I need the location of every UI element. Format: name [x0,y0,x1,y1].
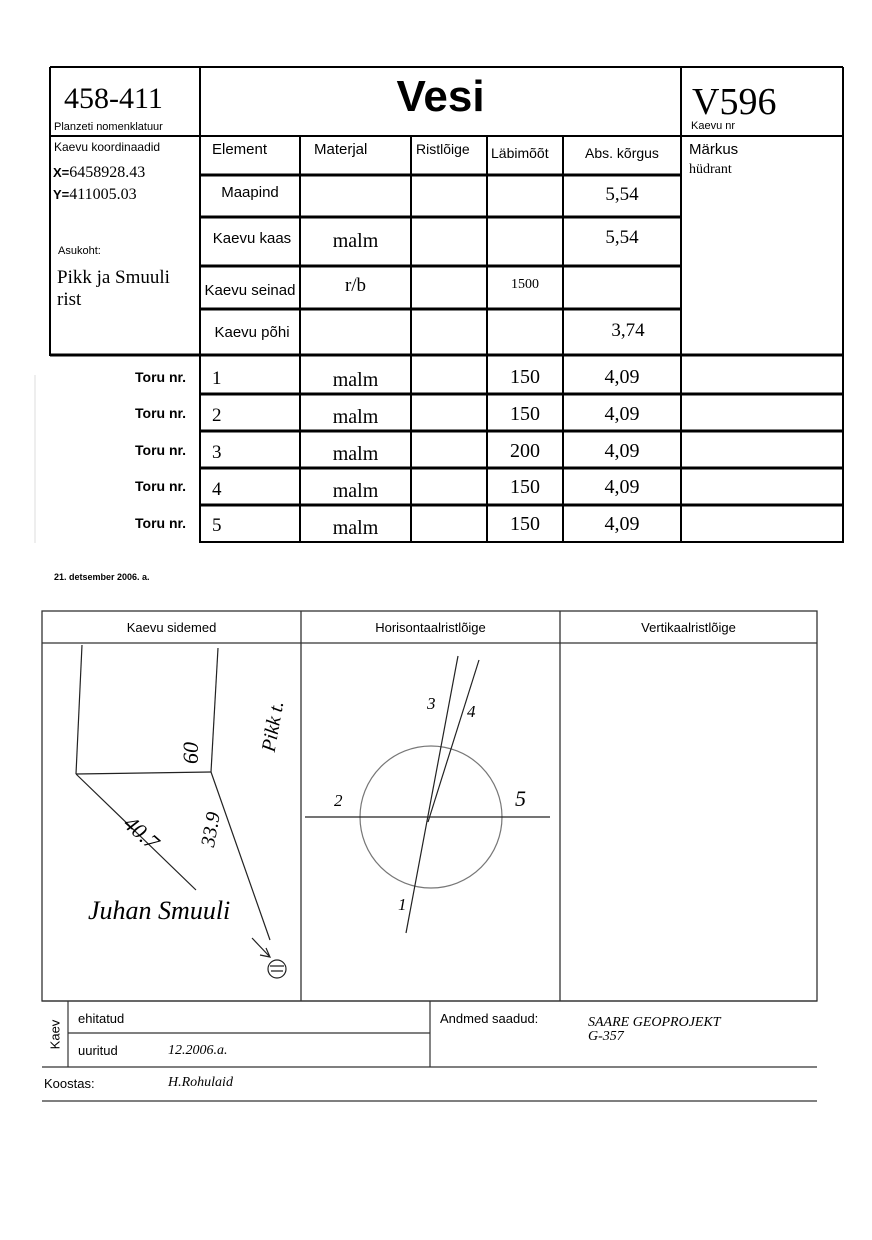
surveyed-value: 12.2006.a. [168,1043,228,1058]
pipe-label: Toru nr. [135,515,187,531]
surveyed-label: uuritud [78,1043,118,1058]
pipe-material: malm [332,369,379,391]
x-label: X= [53,165,70,180]
map-sheet-label: Planzeti nomenklatuur [54,121,163,133]
pipe-label: Toru nr. [135,478,187,494]
pipe-height: 4,09 [604,366,640,388]
built-label: ehitatud [78,1011,125,1026]
pipe-number: 5 [212,515,222,536]
data-source-line-1: SAARE GEOPROJEKT [588,1015,721,1030]
pipe-diameter: 150 [510,476,540,498]
data-source-line-2: G-357 [588,1029,624,1044]
column-header-material: Materjal [314,141,368,158]
column-header-diameter: Läbimõõt [491,145,549,161]
pipe-diameter: 150 [510,366,540,388]
data-source-label: Andmed saadud: [440,1011,539,1026]
sketch-header-ties: Kaevu sidemed [126,620,217,635]
x-coordinate [53,164,145,182]
column-header-remark: Märkus [689,141,739,158]
pipe-height: 4,09 [604,513,640,535]
pipe-number: 1 [212,368,222,389]
page-title: Vesi [396,72,485,121]
pipe-material: malm [332,443,379,465]
pipe-material: malm [332,406,379,428]
data-source-value [588,1016,721,1044]
compiled-value: H.Rohulaid [168,1075,233,1090]
location-label: Asukoht: [58,245,101,257]
street-label-smuuli: Juhan Smuuli [88,896,231,925]
sketch-header-horizontal: Horisontaalristlõige [375,620,486,635]
element-height: 5,54 [605,184,639,205]
pipe-label-3: 3 [427,694,436,713]
pipe-height: 4,09 [604,403,640,425]
pipe-number: 3 [212,442,222,463]
tie-distance-60: 60 [178,742,203,764]
element-material: malm [332,230,379,252]
element-name: Kaevu põhi [214,324,290,341]
sketch-header-vertical: Vertikaalristlõige [641,620,736,635]
pipe-material: malm [332,480,379,502]
location-value [57,267,170,311]
tie-distance-40-7: 40.7 [118,810,165,855]
y-value: 411005.03 [69,186,137,203]
column-header-element: Element [212,141,268,158]
well-number: V596 [692,81,777,123]
element-diameter: 1500 [511,277,539,292]
pipe-label-1: 1 [398,895,407,914]
column-header-height: Abs. kõrgus [585,145,659,161]
pipe-label-4: 4 [467,702,476,721]
element-material: r/b [344,275,367,296]
well-number-label: Kaevu nr [691,120,736,132]
document-date: 21. detsember 2006. a. [54,572,150,582]
location-line-1: Pikk ja Smuuli [57,267,170,288]
pipe-height: 4,09 [604,440,640,462]
y-label: Y= [53,187,70,202]
element-name: Maapind [221,184,279,201]
tie-distance-33-9: 33.9 [197,810,225,849]
pipe-material: malm [332,517,379,539]
street-label-pikk: Pikk t. [257,699,289,754]
pipe-label: Toru nr. [135,369,187,385]
map-sheet-number: 458-411 [64,82,163,115]
element-height: 5,54 [605,227,639,248]
well-label: Kaev [47,1019,63,1050]
column-header-cross-section: Ristlõige [416,141,470,157]
pipe-label-2: 2 [334,791,343,810]
tie-sketch [76,645,286,978]
pipe-height: 4,09 [604,476,640,498]
remark-value: hüdrant [689,162,732,177]
element-name: Kaevu seinad [204,282,296,299]
element-name: Kaevu kaas [212,230,292,247]
pipe-number: 2 [212,405,222,426]
pipe-label-5: 5 [515,786,526,811]
pipe-label: Toru nr. [135,405,187,421]
pipe-label: Toru nr. [135,442,187,458]
element-height: 3,74 [611,320,645,341]
coords-label: Kaevu koordinaadid [54,140,161,154]
location-line-2: rist [57,289,82,310]
pipe-number: 4 [212,479,222,500]
compiled-label: Koostas: [44,1076,95,1091]
y-coordinate [53,186,137,204]
pipe-diameter: 150 [510,513,540,535]
pipe-diameter: 200 [510,440,540,462]
pipe-diameter: 150 [510,403,540,425]
x-value: 6458928.43 [69,164,146,181]
